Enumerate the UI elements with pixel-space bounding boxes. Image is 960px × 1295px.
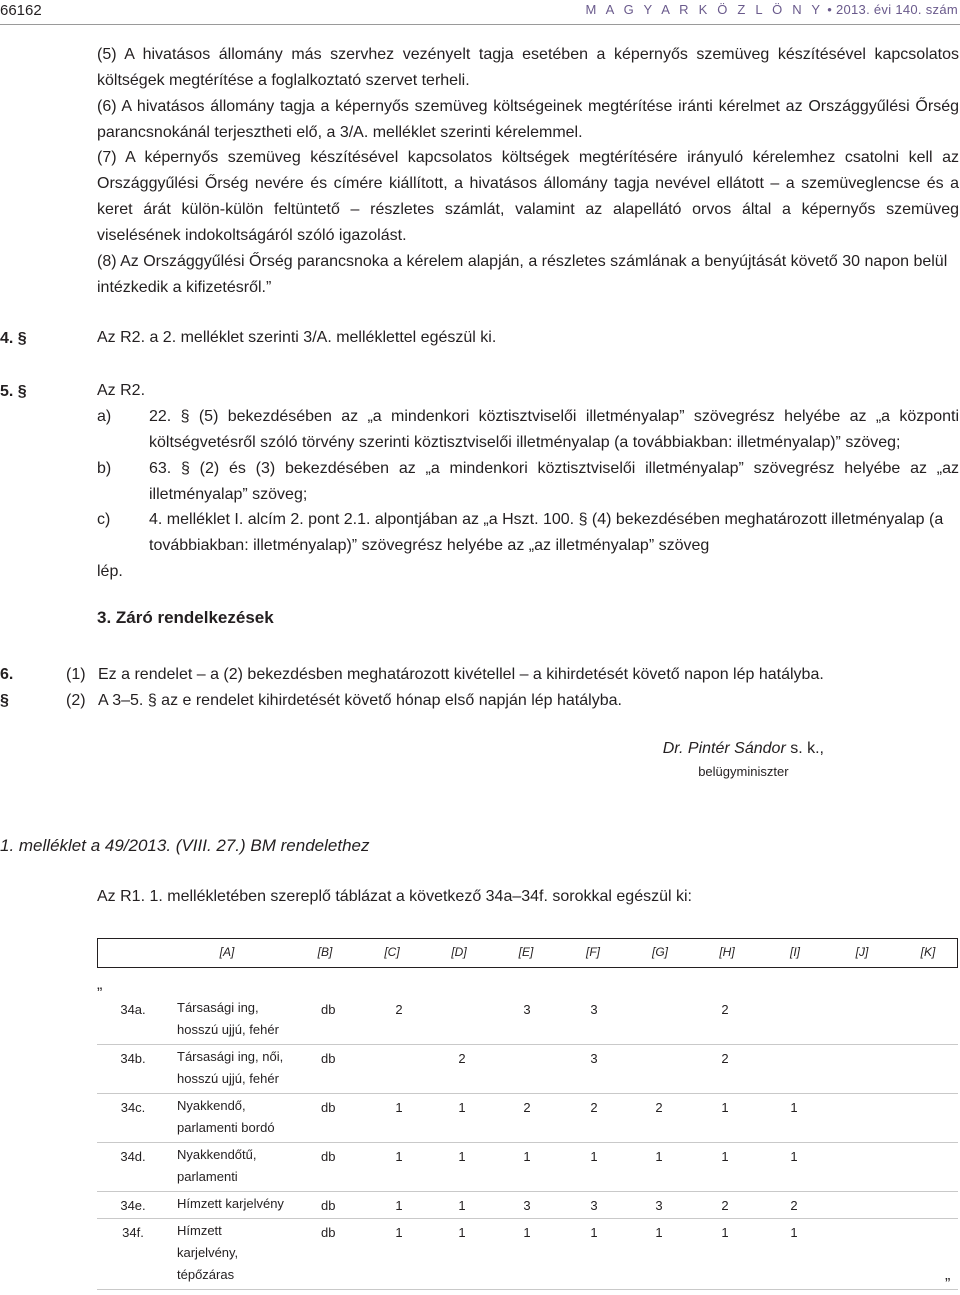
row-value: 3 [655, 1198, 663, 1213]
row-unit: db [321, 1051, 336, 1066]
section-5-item-a [97, 404, 959, 456]
signatory-name: Dr. Pintér Sándor [662, 740, 786, 757]
row-item-line: Hímzett [177, 1223, 222, 1238]
row-value: 1 [523, 1225, 531, 1240]
row-item [177, 997, 279, 1041]
row-item-line: Társasági ing, női, [177, 1049, 284, 1064]
column-header: [B] [317, 945, 333, 959]
item-label: b) [97, 460, 112, 477]
row-value: 1 [721, 1149, 729, 1164]
column-header: [C] [384, 945, 400, 959]
journal-title: M A G Y A R K Ö Z L Ö N Y [585, 2, 824, 17]
row-value: 1 [721, 1100, 729, 1115]
row-value: 3 [590, 1198, 598, 1213]
closing-quote: ” [945, 1276, 951, 1293]
chapter-title: 3. Záró rendelkezések [97, 608, 274, 627]
row-id: 34b. [120, 1051, 146, 1066]
row-value: 2 [721, 1002, 729, 1017]
row-unit: db [321, 1198, 336, 1213]
row-item-line: Nyakkendőtű, [177, 1147, 257, 1162]
section-6-number: 6. § [0, 666, 14, 709]
issue-label: 2013. évi 140. szám [835, 2, 958, 17]
row-value: 1 [721, 1225, 729, 1240]
row-item-line: tépőzáras [177, 1267, 235, 1282]
column-header: [H] [719, 945, 735, 959]
section-4-number: 4. § [0, 330, 27, 347]
row-item-line: Társasági ing, [177, 1000, 259, 1015]
column-header: [A] [219, 945, 235, 959]
section-5-closing: lép. [97, 563, 123, 580]
page-number: 66162 [0, 2, 42, 19]
opening-quote: „ [97, 976, 103, 993]
row-value: 3 [590, 1002, 598, 1017]
row-item-line: parlamenti bordó [177, 1120, 275, 1135]
row-value: 1 [790, 1100, 798, 1115]
row-id: 34d. [120, 1149, 146, 1164]
column-header: [E] [518, 945, 534, 959]
item-text: 22. § (5) bekezdésében az „a mindenkori köztisztviselői illetményalap” szövegrész helyébe az „a központi költségvetésről szóló törvény szerinti köztisztviselői illetményalap (a továbbiakban: illetményalap)” szöveg; [149, 408, 959, 451]
row-value: 1 [590, 1149, 598, 1164]
row-value: 2 [458, 1051, 466, 1066]
section-5-item-c [97, 507, 959, 559]
table-row [97, 1094, 958, 1143]
column-header: [D] [451, 945, 467, 959]
row-unit: db [321, 1225, 336, 1240]
row-value: 1 [458, 1149, 466, 1164]
item-label: a) [97, 408, 112, 425]
paragraph-6: (6) A hivatásos állomány tagja a képernyős szemüveg költségeinek megtérítése iránti kérelmet az Országgyűlési Őrség parancsnokánál terjesztheti elő, a 3/A. melléklet szerinti kérelemmel. [97, 98, 959, 141]
row-item-line: hosszú ujjú, fehér [177, 1022, 279, 1037]
column-header: [G] [651, 945, 669, 959]
table-row [97, 1219, 958, 1290]
section-6-paragraph-2 [66, 688, 622, 714]
item-text: 63. § (2) és (3) bekezdésében az „a mindenkori köztisztviselői illetményalap” szövegrész helyébe az „az illetményalap” szöveg; [149, 460, 959, 503]
paragraph-text: Ez a rendelet – a (2) bekezdésben meghatározott kivétellel – a kihirdetését követő napon lép hatályba. [98, 666, 824, 683]
paragraph-8: (8) Az Országgyűlési Őrség parancsnoka a kérelem alapján, a részletes számlának a benyújtását követő 30 napon belül intézkedik a kifizetésről.” [97, 253, 948, 296]
row-item-line: karjelvény, [177, 1245, 239, 1260]
table-row [97, 996, 958, 1045]
paragraph-text: A 3–5. § az e rendelet kihirdetését követő hónap első napján lép hatályba. [98, 692, 622, 709]
annex-title: 1. melléklet a 49/2013. (VIII. 27.) BM rendelethez [0, 836, 370, 855]
row-id: 34a. [120, 1002, 146, 1017]
row-unit: db [321, 1002, 336, 1017]
row-value: 1 [790, 1225, 798, 1240]
section-5-item-b [97, 456, 959, 508]
item-text: 4. melléklet I. alcím 2. pont 2.1. alpontjában az „a Hszt. 100. § (4) bekezdésében meghatározott illetményalap (a továbbiakban: illetményalap)” szövegrész helyébe az „az illetményalap” szöveg [149, 511, 944, 554]
row-value: 2 [395, 1002, 403, 1017]
section-6-paragraph-1 [66, 662, 824, 688]
row-unit: db [321, 1149, 336, 1164]
column-header: [J] [855, 945, 869, 959]
row-value: 1 [395, 1100, 403, 1115]
signatory-suffix: s. k., [785, 740, 824, 757]
section-5-intro: Az R2. [97, 382, 146, 399]
column-header: [I] [789, 945, 801, 959]
row-item [177, 1193, 284, 1215]
row-value: 2 [721, 1051, 729, 1066]
row-id: 34f. [122, 1225, 144, 1240]
row-value: 3 [523, 1198, 531, 1213]
row-value: 1 [395, 1198, 403, 1213]
row-item [177, 1144, 257, 1188]
row-value: 1 [458, 1198, 466, 1213]
item-label: c) [97, 511, 111, 528]
row-value: 1 [458, 1100, 466, 1115]
row-value: 2 [655, 1100, 663, 1115]
row-item-line: hosszú ujjú, fehér [177, 1071, 279, 1086]
row-value: 3 [523, 1002, 531, 1017]
row-value: 3 [590, 1051, 598, 1066]
column-header: [F] [586, 945, 600, 959]
row-value: 1 [458, 1225, 466, 1240]
row-unit: db [321, 1100, 336, 1115]
row-value: 1 [395, 1225, 403, 1240]
row-item-line: Hímzett karjelvény [177, 1196, 284, 1211]
header-rule [0, 24, 960, 25]
row-item [177, 1220, 238, 1286]
section-5-number: 5. § [0, 383, 27, 400]
row-value: 1 [655, 1149, 663, 1164]
row-value: 2 [590, 1100, 598, 1115]
paragraph-7: (7) A képernyős szemüveg készítésével kapcsolatos költségek megtérítésére irányuló kérelemhez csatolni kell az Országgyűlési Őrség nevére és címére kiállított, a hivatásos állomány tagja nevével ellátott – a szemüveglencse és a keret árát külön-külön feltüntető – részletes számlát, valamint az alapellátó orvos által a képernyős szemüveg viselésének indokoltságáról szóló igazolást. [97, 149, 959, 244]
journal-header [586, 2, 959, 17]
paragraph-label: (2) [66, 692, 86, 709]
table-row [97, 1192, 958, 1219]
row-value: 1 [523, 1149, 531, 1164]
row-value: 2 [790, 1198, 798, 1213]
row-value: 1 [790, 1149, 798, 1164]
table-header [97, 938, 958, 968]
annex-table [97, 996, 958, 1290]
signature-block [663, 740, 824, 779]
row-value: 1 [655, 1225, 663, 1240]
column-header: [K] [920, 945, 936, 959]
page-header [0, 0, 960, 26]
section-4-text: Az R2. a 2. melléklet szerinti 3/A. melléklettel egészül ki. [97, 329, 497, 346]
row-value: 2 [523, 1100, 531, 1115]
row-item-line: Nyakkendő, [177, 1098, 246, 1113]
table-row [97, 1045, 958, 1094]
row-value: 2 [721, 1198, 729, 1213]
row-item [177, 1095, 275, 1139]
table-row [97, 1143, 958, 1192]
row-item-line: parlamenti [177, 1169, 238, 1184]
row-item [177, 1046, 283, 1090]
annex-intro: Az R1. 1. mellékletében szereplő táblázat a következő 34a–34f. sorokkal egészül ki: [97, 888, 692, 905]
header-bullet: • [827, 2, 836, 17]
row-value: 1 [590, 1225, 598, 1240]
paragraph-label: (1) [66, 666, 86, 683]
signatory-role: belügyminiszter [698, 764, 789, 779]
row-id: 34e. [120, 1198, 146, 1213]
paragraph-5: (5) A hivatásos állomány más szervhez vezényelt tagja esetében a képernyős szemüveg készítésével kapcsolatos költségek megtérítése a foglalkoztató szervet terheli. [97, 46, 959, 89]
row-id: 34c. [120, 1100, 146, 1115]
row-value: 1 [395, 1149, 403, 1164]
